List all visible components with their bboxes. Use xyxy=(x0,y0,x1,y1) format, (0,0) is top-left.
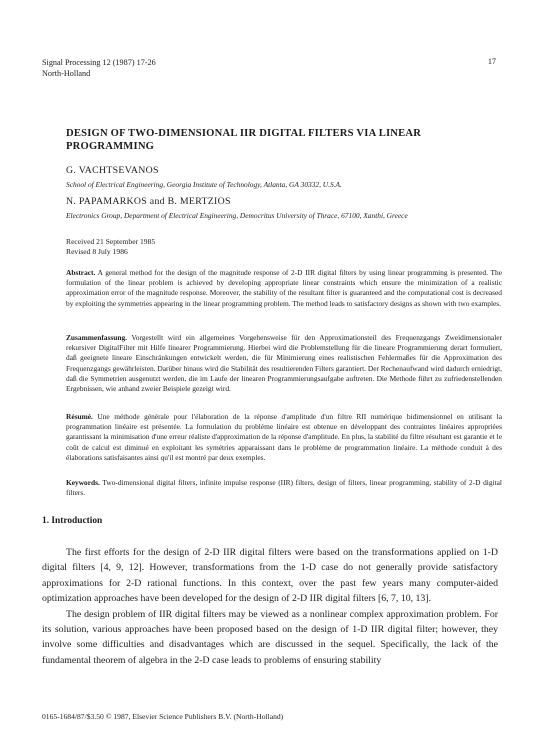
revised-date: Revised 8 July 1986 xyxy=(66,247,128,256)
page-number: 17 xyxy=(487,57,496,66)
abstract-text: A general method for the design of the magnitude response of 2-D IIR digital filters by using linear programming is presented. The formulation of the linear problem is achieved by developing appropriate linear constraints which ensure the minimization of a realistic approximation error of the magnitude response. Moreover, the stability of the resultant filter is guaranteed and the computational cost is decreased by exploiting the symmetries appearing in the linear programming problem. The method leads to satisfactory designs as shown with two examples. xyxy=(66,268,502,308)
introduction-body xyxy=(42,545,498,668)
affiliation-1: School of Electrical Engineering, Georgia Institute of Technology, Atlanta, GA 30332, U.S.A. xyxy=(66,180,342,189)
keywords xyxy=(66,478,502,498)
paper-title: DESIGN OF TWO-DIMENSIONAL IIR DIGITAL FILTERS VIA LINEAR PROGRAMMING xyxy=(66,128,422,152)
author-1: G. VACHTSEVANOS xyxy=(66,165,159,176)
journal-citation: Signal Processing 12 (1987) 17-26 xyxy=(42,58,156,67)
paragraph: The design problem of IIR digital filters may be viewed as a nonlinear complex approximation problem. For its solution, various approaches have been proposed based on the design of 1-D IIR digital filter; however, they involve some difficulties and disadvantages which are discussed in the sequel. Specifically, the lack of the fundamental theorem of algebra in the 2-D case leads to problems of ensuring stability xyxy=(42,608,498,666)
zusammenfassung xyxy=(66,333,502,394)
copyright-footer: 0165-1684/87/$3.50 © 1987, Elsevier Science Publishers B.V. (North-Holland) xyxy=(42,712,284,721)
keywords-text: Two-dimensional digital filters, infinite impulse response (IIR) filters, design of filters, linear programming, stability of 2-D digital filters. xyxy=(66,478,502,498)
zusammenfassung-text: Vorgestellt wird ein allgemeines Vorgehensweise für den Approximationsteil des Frequenzgangs Zweidimensionaler rekursiver DigitalFilter mit Hilfe linearer Programmierung. Hierbei wird die Problemstellung für die lineare Programmierung derart formuliert, daß geeignete lineare Einschränkungen entwickelt werden, die für Minimierung eines realistischen Fehlermaßes für die Approximation des Frequenzgangs gewährleisten. Darüber hinaus wird die Stabilität des resultierenden Filters garantiert. Der Rechenaufwand wird dadurch erniedrigt, daß die Symmetrien ausgenutzt werden, die im Laufe der linearen Programmierungsaufgabe auftreten. Die Methode führt zu zufriedenstellenden Ergebnissen, wie anhand zweier Beispiele gezeigt wird. xyxy=(66,333,502,394)
received-date: Received 21 September 1985 xyxy=(66,237,156,246)
resume-text: Une méthode générale pour l'élaboration de la réponse d'amplitude d'un filtre RII numérique bidimensionnel en utilisant la programmation linéaire est présentée. La formulation du problème linéaire est obtenue en développant des contraintes linéaires appropriées garantissant la minimisation d'une erreur réaliste d'approximation de la réponse d'amplitude. En plus, la stabilité du filtre résultant est garantie et le coût de calcul est diminué en exploitant les symétries apparaissant dans le problème de programmation linéaire. La méthode conduit à des élaborations satisfaisantes ainsi qu'il est montré par deux exemples. xyxy=(66,412,502,462)
section-heading: 1. Introduction xyxy=(42,516,103,526)
abstract-label: Abstract. xyxy=(66,268,96,277)
publisher: North-Holland xyxy=(42,69,91,78)
resume xyxy=(66,412,502,463)
keywords-label: Keywords. xyxy=(66,478,100,487)
paragraph: The first efforts for the design of 2-D IIR digital filters were based on the transformations applied on 1-D digital filters [4, 9, 12]. However, transformations from the 1-D case do not generally provide satisfactory approximations for 2-D rational functions. In this context, over the past few years many computer-aided optimization approaches have been developed for the design of 2-D IIR digital filters [6, 7, 10, 13]. xyxy=(42,547,498,605)
affiliation-2: Electronics Group, Department of Electrical Engineering, Democritus University of Thrace, 67100, Xanthi, Greece xyxy=(66,211,408,220)
author-2: N. PAPAMARKOS and B. MERTZIOS xyxy=(66,196,231,207)
received-dates xyxy=(66,237,155,257)
zusammenfassung-label: Zusammenfassung. xyxy=(66,333,127,342)
running-header xyxy=(42,57,156,79)
abstract xyxy=(66,268,502,309)
resume-label: Résumé. xyxy=(66,412,93,421)
